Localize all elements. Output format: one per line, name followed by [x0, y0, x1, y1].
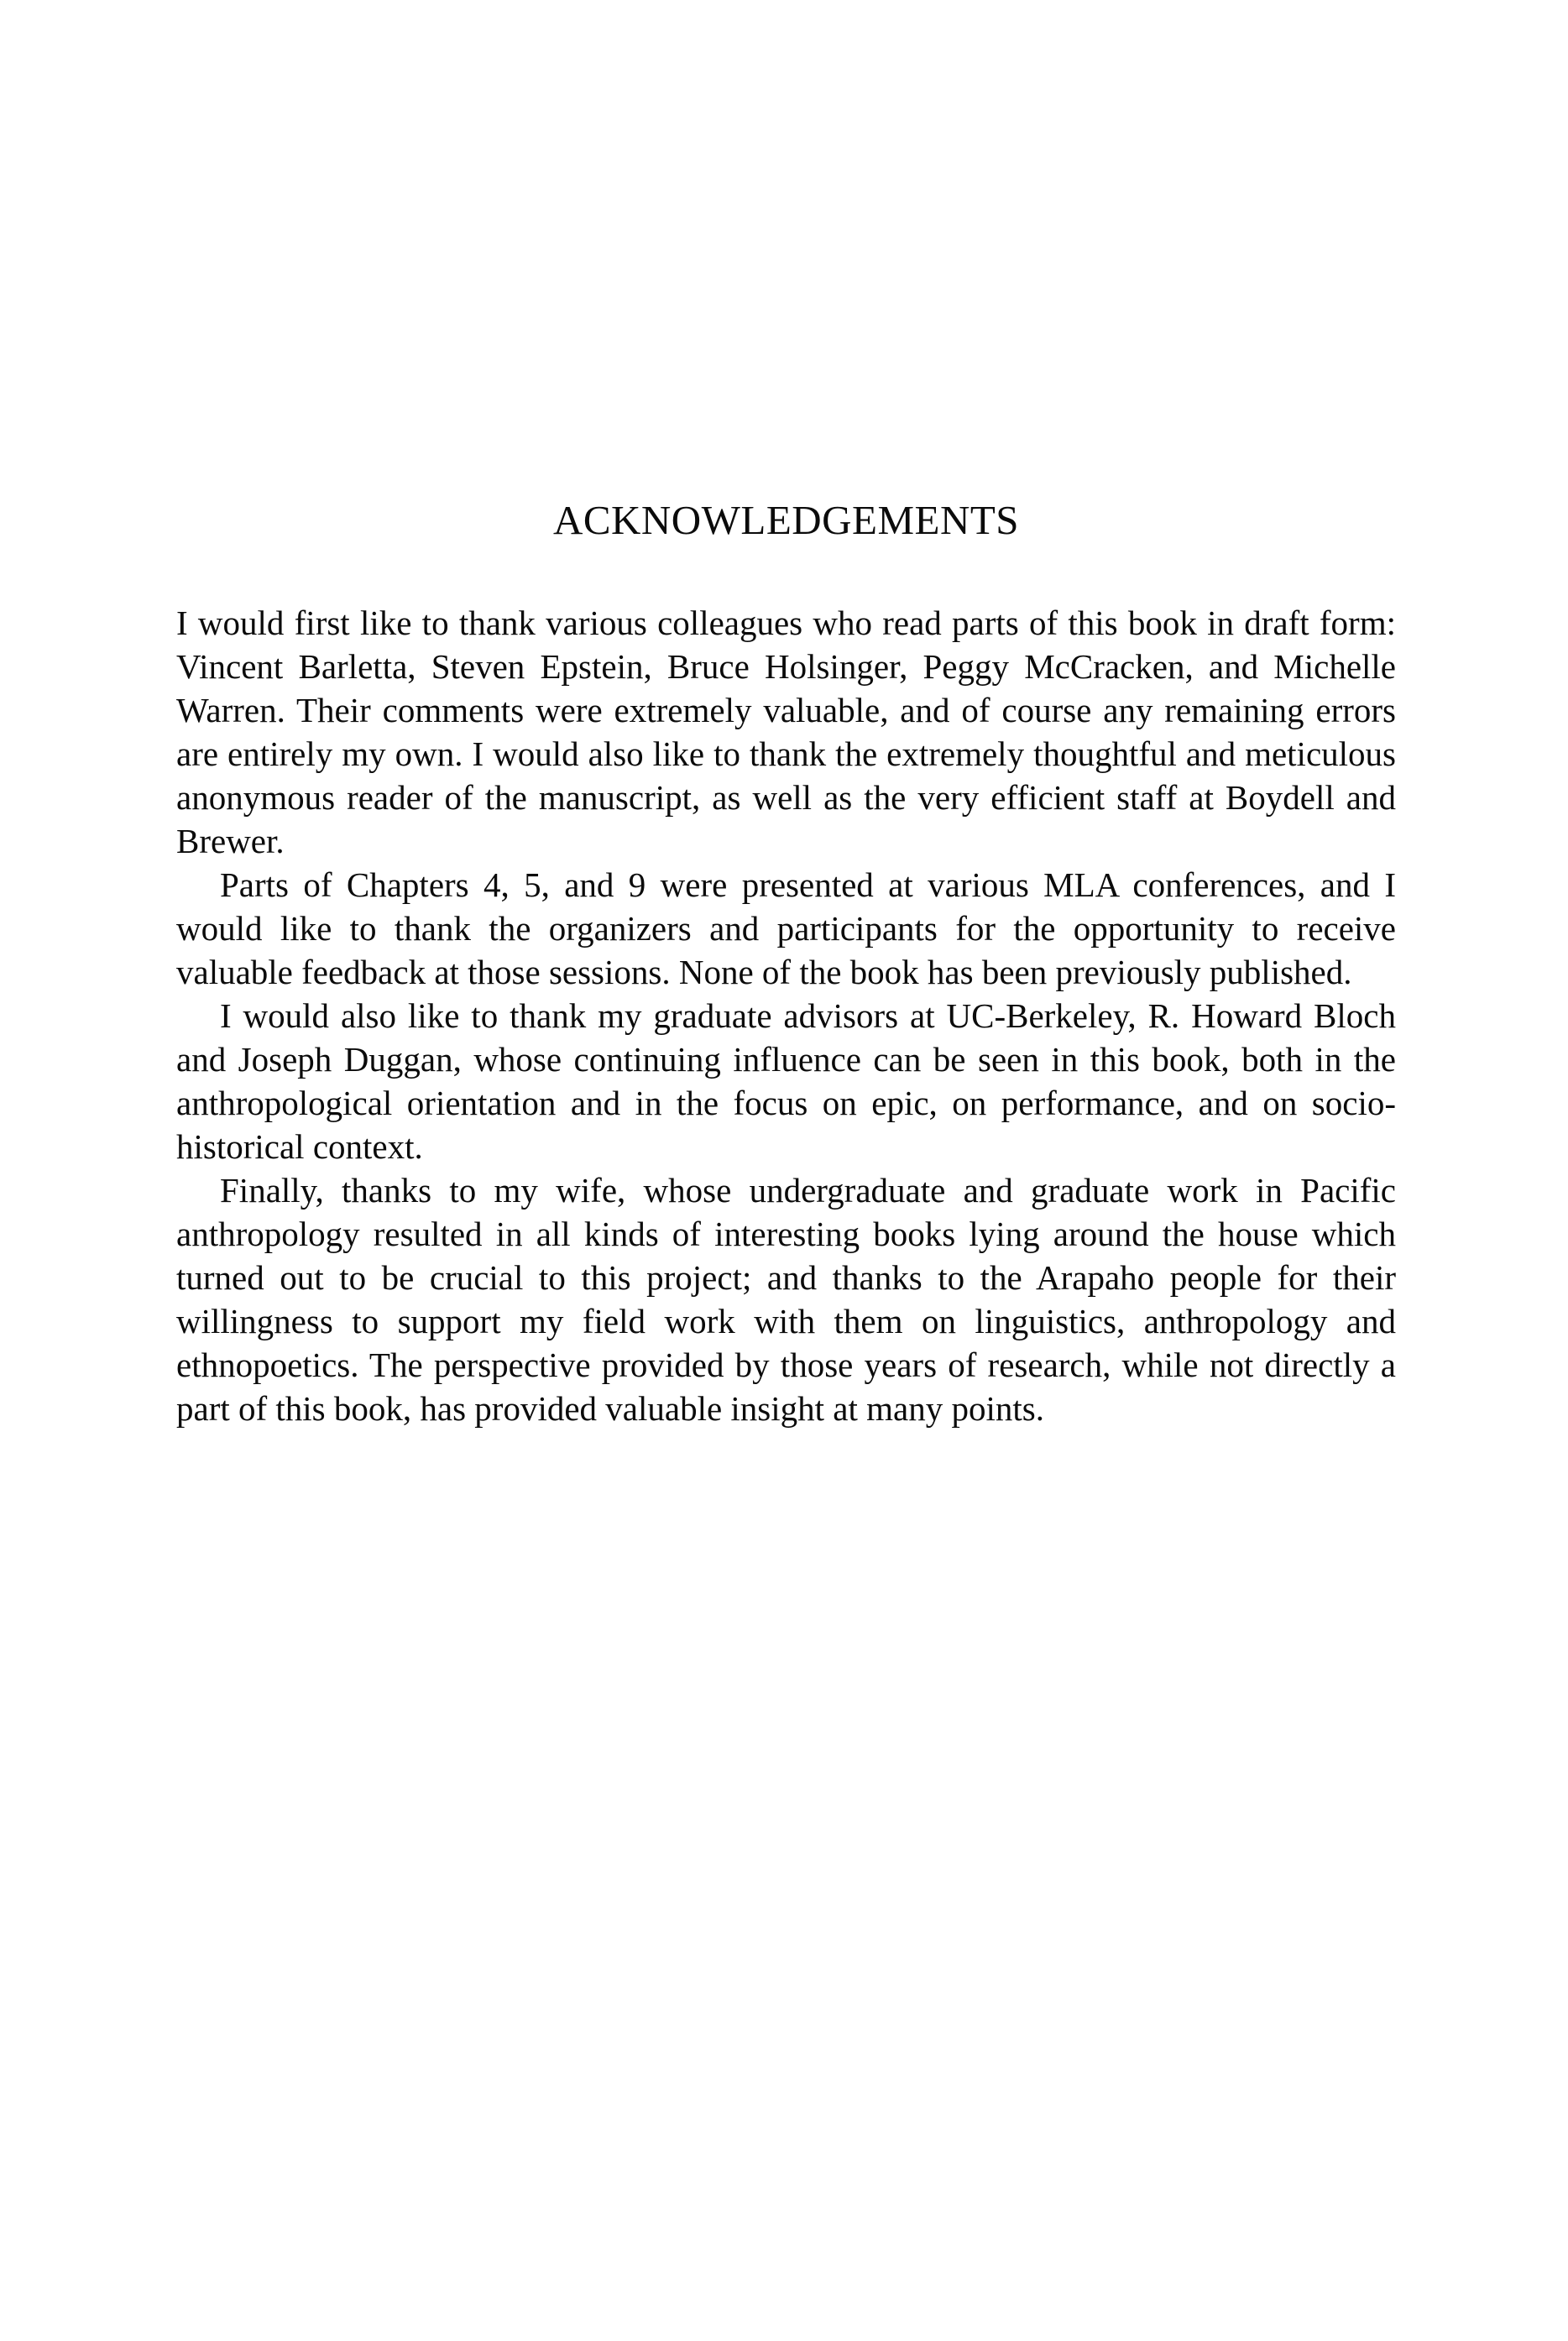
paragraph: Finally, thanks to my wife, whose undergraduate and graduate work in Pacific anthropology resulted in all kinds of interesting books lying around the house which turned out to be crucial to this project; and thanks to the Arapaho people for their willingness to support my field work with them on linguistics, anthropology and ethnopoetics. The perspective provided by those years of research, while not directly a part of this book, has provided valuable insight at many points.: [176, 1171, 1396, 1428]
acknowledgements-text: [176, 601, 1396, 1430]
paragraph: Parts of Chapters 4, 5, and 9 were presented at various MLA conferences, and I would like to thank the organizers and participants for the opportunity to receive valuable feedback at those sessions. None of the book has been previously published.: [176, 865, 1396, 991]
paragraph: I would first like to thank various colleagues who read parts of this book in draft form: Vincent Barletta, Steven Epstein, Bruce Holsinger, Peggy McCracken, and Michelle Warren. Their comments were extremely valuable, and of course any remaining errors are entirely my own. I would also like to thank the extremely thoughtful and meticulous anonymous reader of the manuscript, as well as the very efficient staff at Boydell and Brewer.: [176, 604, 1396, 860]
page-title: ACKNOWLEDGEMENTS: [552, 496, 1020, 543]
paragraph: I would also like to thank my graduate advisors at UC-Berkeley, R. Howard Bloch and Joseph Duggan, whose continuing influence can be seen in this book, both in the anthropological orientation and in the focus on epic, on performance, and on socio-historical context.: [176, 996, 1396, 1166]
